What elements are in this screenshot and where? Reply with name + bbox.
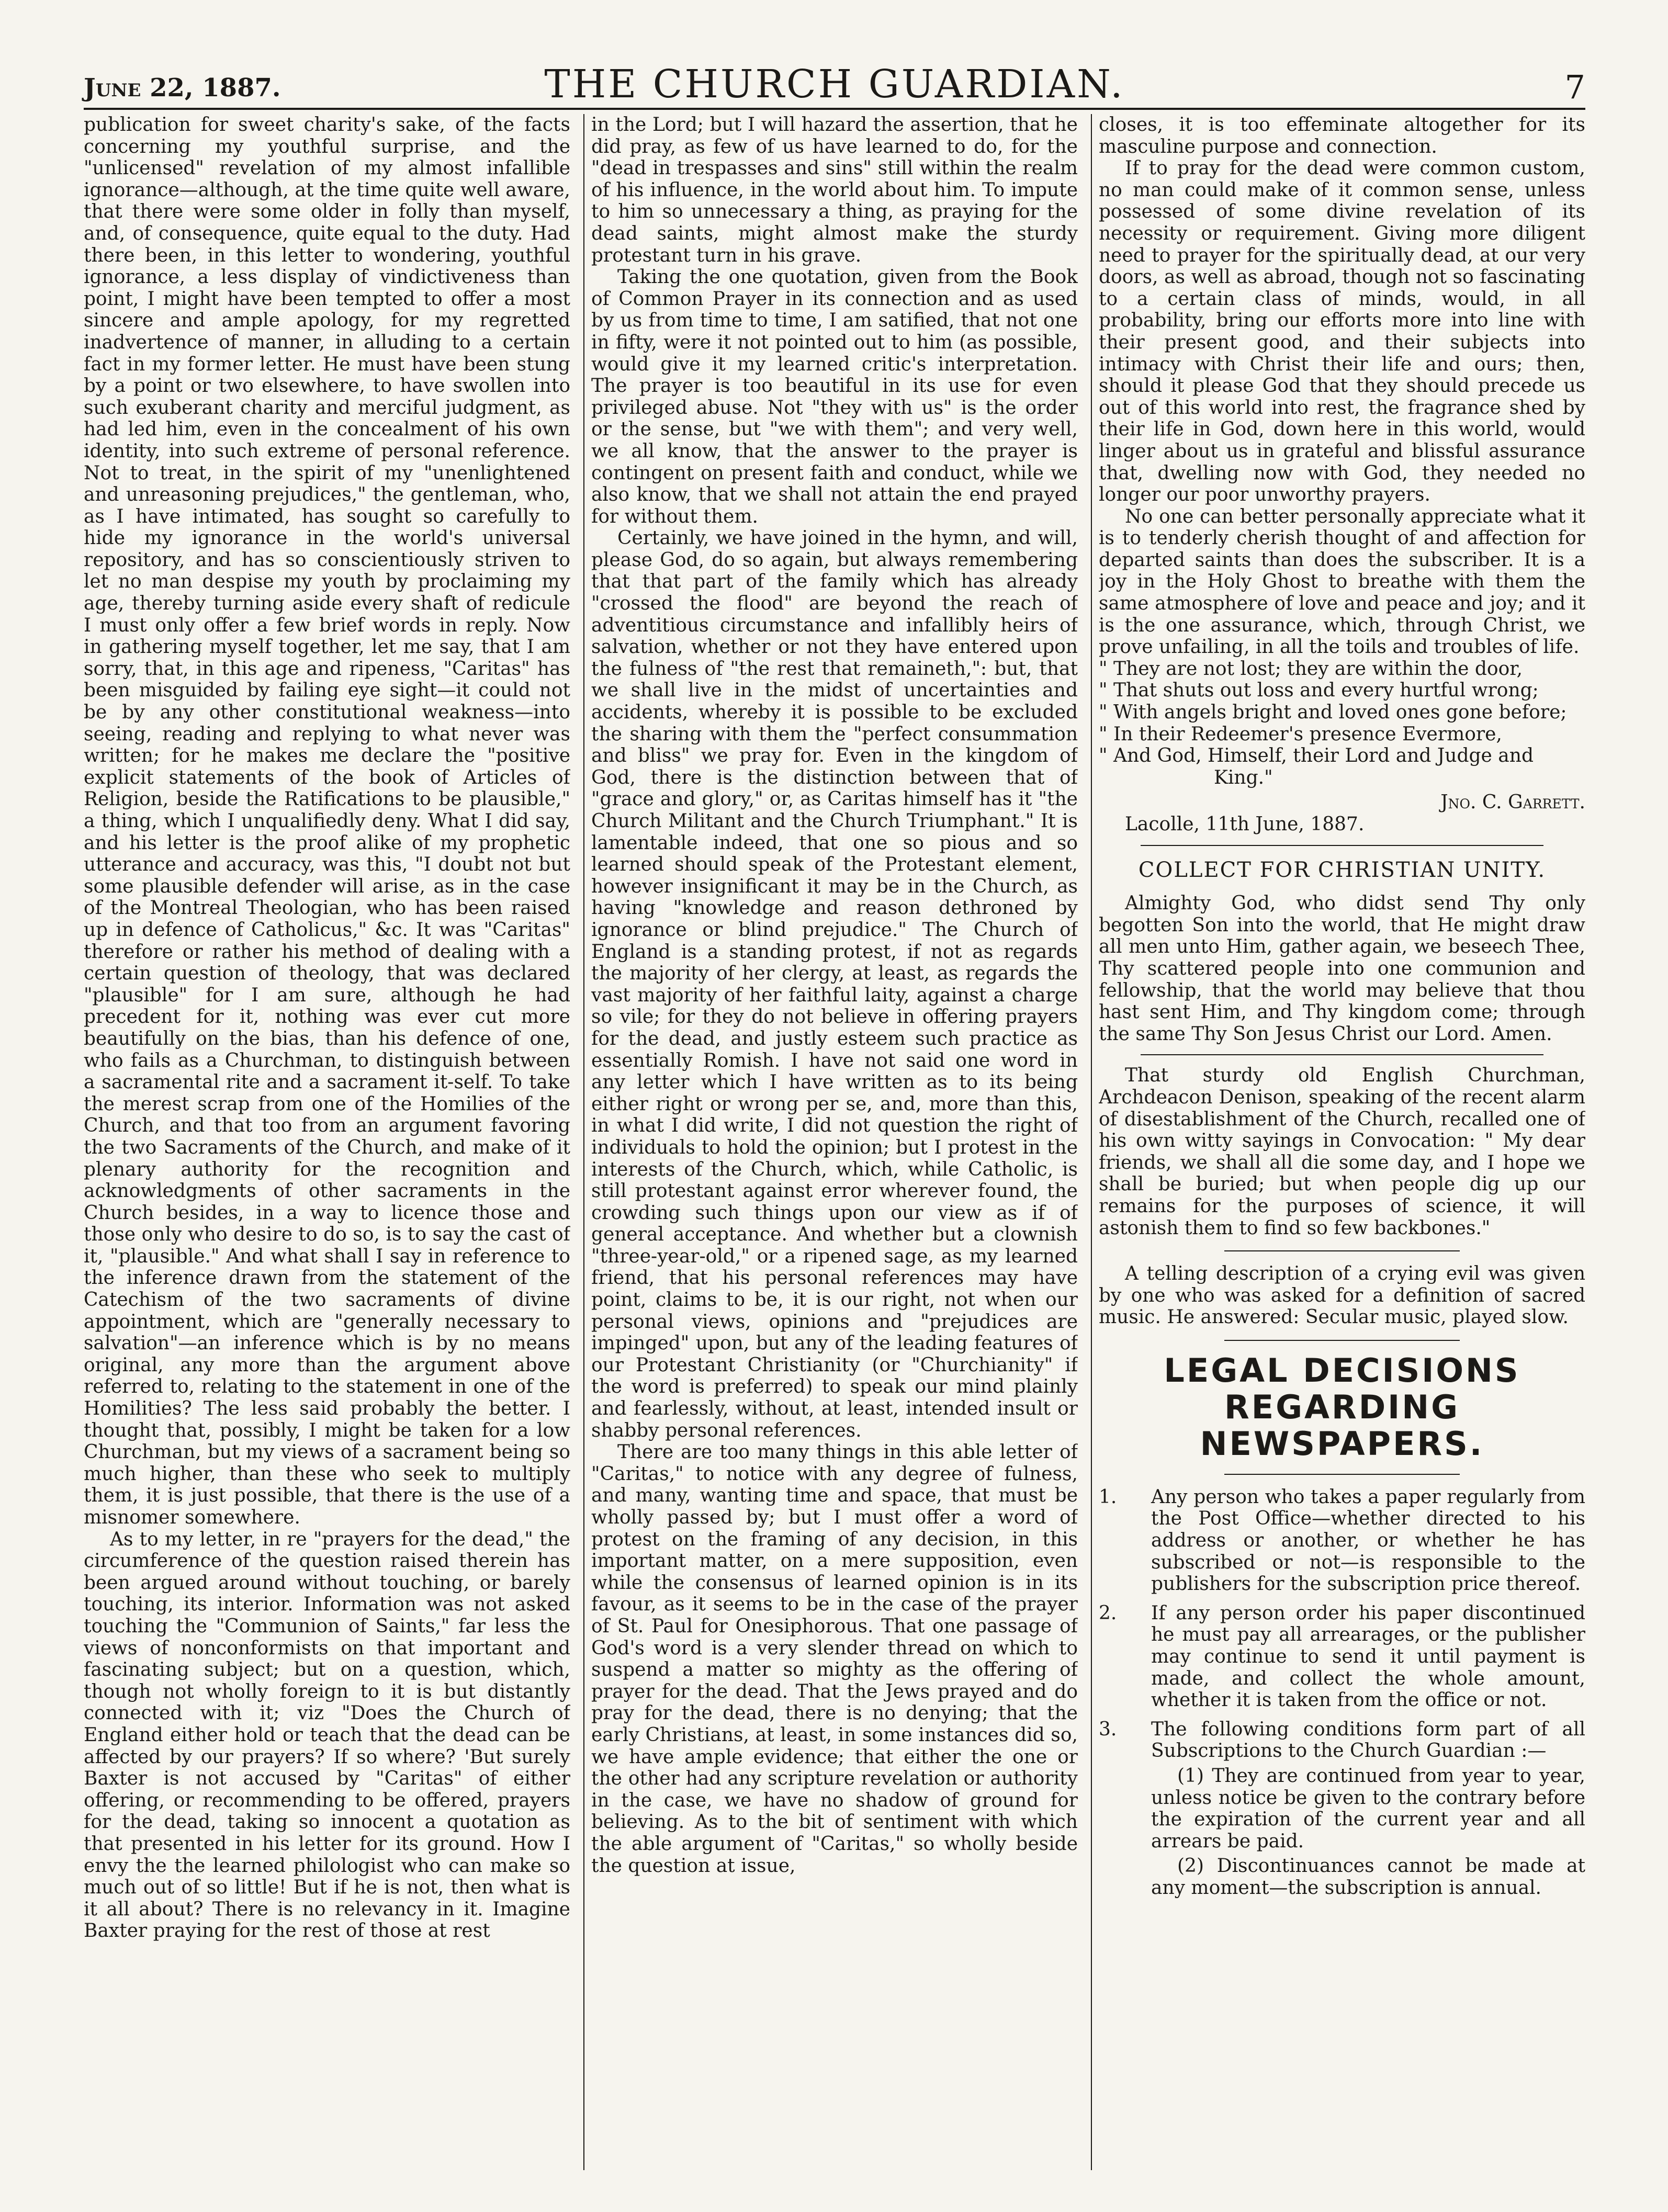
poem xyxy=(1099,658,1585,789)
page-number: 7 xyxy=(1564,68,1585,106)
legal-item xyxy=(1099,1719,1585,1899)
poem-line: " In their Redeemer's presence Evermore, xyxy=(1099,723,1502,745)
legal-decisions-list xyxy=(1099,1486,1585,1899)
legal-item-text: If any person order his paper discontinued he must pay all arrearages, or the publisher may continue to send it until payment is made, and collect the whole amount, whether it is taken from the office or not. xyxy=(1151,1602,1585,1711)
legal-sub-item: (2) Discontinuances cannot be made at any moment—the subscription is annual. xyxy=(1151,1855,1585,1899)
legal-decisions-title xyxy=(1099,1352,1585,1462)
column-2 xyxy=(591,114,1078,2186)
legal-sub-item: (1) They are continued from year to year, unless notice be given to the contrary before the expiration of the current year and all arrears be paid. xyxy=(1151,1765,1585,1852)
collect-text: Almighty God, who didst send Thy only begotten Son into the world, that He might draw all men unto Him, gather again, we beseech Thee, Thy scattered people into one communion and fellowship, that the world may believe that thou hast sent Him, and Thy kingdom come; through the same Thy Son Jesus Christ our Lord. Amen. xyxy=(1099,893,1585,1045)
letter-paragraph: There are too many things in this able letter of "Caritas," to notice with any degree of fulness, and many, wanting time and space, that must be wholly passed by; but I must offer a word of protest on the framing of any decision, in this important matter, on a mere supposition, even while the consensus of learned opinion is in its favour, as it seems to be in the case of the prayer of St. Paul for Onesiphorous. That one passage of God's word is a very slender thread on which to suspend a matter so mighty as the offering of prayer for the dead. That the Jews prayed and do pray for the dead, there is no denying; that the early Christians, at least, in some instances did so, we have ample evidence; that either the one or the other had any scripture revelation or authority in the case, we have no shadow of ground for believing. As to the bit of sentiment with which the able argument of "Caritas," so wholly beside the question at issue, xyxy=(591,1441,1078,1877)
letter-paragraph: in the Lord; but I will hazard the assertion, that he did pray, as few of us have learned to do, for the "dead in trespasses and sins" still within the realm of his influence, in the world about him. To impute to him so unnecessary a thing, as praying for the dead saints, might almost make the sturdy protestant turn in his grave. xyxy=(591,114,1078,266)
section-rule xyxy=(1224,1250,1460,1251)
legal-title-line: LEGAL DECISIONS REGARDING xyxy=(1164,1351,1520,1426)
letter-paragraph: No one can better personally appreciate what it is to tenderly cherish thought of and affection for departed saints than does the subscriber. It is a joy in the Holy Ghost to breathe with them the same atmosphere of love and peace and joy; and it is the one assurance, which, through Christ, we prove unfailing, in all the toils and troubles of life. xyxy=(1099,505,1585,658)
letter-paragraph: Taking the one quotation, given from the Book of Common Prayer in its connection and as used by us from time to time, I am satified, that not one in fifty, were it not pointed out to him (as possible, would give it my learned critic's interpretation. The prayer is too beautiful in its use for even privileged abuse. Not "they with us" is the order or the sense, but "we with them"; and very well, we all know, that the answer to the prayer is contingent on present faith and conduct, while we also know, that we shall not attain the end prayed for without them. xyxy=(591,266,1078,527)
legal-item-text: The following conditions form part of all Subscriptions to the Church Guardian :— xyxy=(1151,1718,1585,1762)
section-rule xyxy=(1141,1054,1543,1055)
section-rule xyxy=(1141,845,1543,846)
legal-item-number: 2. xyxy=(1099,1602,1117,1624)
legal-title-line: NEWSPAPERS. xyxy=(1200,1424,1484,1463)
letter-paragraph: If to pray for the dead were common custom, no man could make of it common sense, unless possessed of some divine revelation of its necessity or requirement. Giving more diligent need to prayer for the spiritually dead, at our very doors, as well as abroad, though not so fascinating to a certain class of minds, would, in all probability, bring our efforts more into line with their present good, and their subjects into intimacy with Christ their life and ours; then, should it please God that they should precede us out of this world into rest, the fragrance shed by their life in God, down here in this world, would linger about us in grateful and blissful assurance that, dwelling now with God, they needed no longer our poor unworthy prayers. xyxy=(1099,157,1585,506)
collect-heading: COLLECT FOR CHRISTIAN UNITY. xyxy=(1138,857,1546,882)
poem-line: King." xyxy=(1214,766,1273,788)
legal-item-number: 1. xyxy=(1099,1486,1117,1508)
poem-line: " They are not lost; they are within the door, xyxy=(1099,658,1523,680)
issue-date: June 22, 1887. xyxy=(84,73,281,103)
legal-item-text: Any person who takes a paper regularly from the Post Office—whether directed to his address or another, or whether he has subscribed or not—is responsible to the publishers for the subscription price thereof. xyxy=(1151,1486,1585,1595)
letter-place-date: Lacolle, 11th June, 1887. xyxy=(1125,814,1365,835)
poem-line: " That shuts out loss and every hurtful wrong; xyxy=(1099,680,1539,702)
legal-item xyxy=(1099,1602,1585,1711)
poem-line: " And God, Himself, their Lord and Judge and xyxy=(1099,745,1534,767)
masthead xyxy=(84,52,1585,110)
sacred-music-item: A telling description of a crying evil was given by one who was asked for a definition of sacred music. He answered: Secular music, played slow. xyxy=(1099,1263,1585,1328)
column-divider xyxy=(583,114,584,2170)
column-divider xyxy=(1091,114,1092,2170)
legal-item-number: 3. xyxy=(1099,1718,1117,1740)
section-rule xyxy=(1224,1474,1460,1475)
letter-paragraph: publication for sweet charity's sake, of the facts concerning my youthful surprise, and the "unlicensed" revelation of my almost infallible ignorance—although, at the time quite well aware, that there were some older in folly than myself, and, of consequence, quite equal to the duty. Had there been, in this letter to wondering, youthful ignorance, a less display of vindictiveness than point, I might have been tempted to offer a most sincere and ample apology, for my regretted inadvertence of manner, in alluding to a certain fact in my former letter. He must have been stung by a point or two elsewhere, to have swollen into such exuberant charity and merciful judgment, as had led him, even in the concealment of his own identity, into such extreme of personal reference. Not to treat, in the spirit of my "unenlightened and unreasoning prejudices," the gentleman, who, as I have intimated, has sought so carefully to hide my ignorance in the world's universal repository, and has so conscientiously striven to let no man despise my youth by proclaiming my age, thereby turning aside every shaft of redicule I must only offer a few brief words in reply. Now in gathering myself together, let me say, that I am sorry, that, in this age and ripeness, "Caritas" has been misguided by failing eye sight—it could not be by any other constitutional weakness—into seeing, reading and replying to what never was written; for he makes me declare the "positive explicit statements of the book of Articles of Religion, beside the Ratifications to be plausible," a thing, which I unqualifiedly deny. What I did say, and his letter is the proof alike of my prophetic utterance and accuracy, was this, "I doubt not but some plausible defender will arise, as in the case of the Montreal Theologian, who has been raised up in defence of Catholicus," &c. It was "Caritas" therefore or rather his method of dealing with a certain question of theology, that was declared "plausible" for I am sure, although he had precedent for it, nothing was ever cut more beautifully on the bias, than his defence of one, who fails as a Churchman, to distinguish between a sacramental rite and a sacrament it-self. To take the merest scrap from one of the Homilies of the Church, and that too from an argument favoring the two Sacraments of the Church, and make of it plenary authority for the recognition and acknowledgments of other sacraments in the Church besides, in a way to licence those and those only who desire to do so, is to say the cast of it, "plausible." And what shall I say in reference to the inference drawn from the statement of the Catechism of the two sacraments of divine appointment, which are "generally necessary to salvation"—an inference which is by no means original, any more than the argument above referred to, relating to the statement in one of the Homilities? The less said probably the better. I thought that, possibly, I might be taken for a low Churchman, but my views of a sacrament being so much higher, than these who seek to multiply them, it is just possible, that there is the use of a misnomer somewhere. xyxy=(84,114,570,1528)
letter-paragraph: closes, it is too effeminate altogether for its masculine purpose and connection. xyxy=(1099,114,1585,157)
poem-line: " With angels bright and loved ones gone before; xyxy=(1099,702,1567,724)
legal-item xyxy=(1099,1486,1585,1595)
column-1 xyxy=(84,114,570,2186)
masthead-rule xyxy=(84,108,1585,110)
letter-paragraph: As to my letter, in re "prayers for the dead," the circumference of the question raised therein has been argued around without touching, or barely touching, its interior. Information was not asked touching the "Communion of Saints," far less the views of nonconformists on that important and fascinating subject; but on a question, which, though not wholly foreign to it is but distantly connected with it; viz "Does the Church of England either hold or teach that the dead can be affected by our prayers? If so where? 'But surely Baxter is not accused by "Caritas" of either offering, or recommending to be offered, prayers for the dead, taking so innocent a quotation as that presented in his letter for its ground. How I envy the the learned philologist who can make so much out of so little! But if he is not, then what is it all about? There is no relevancy in it. Imagine Baxter praying for the rest of those at rest xyxy=(84,1528,570,1942)
letter-signature: Jno. C. Garrett. xyxy=(1440,792,1585,814)
section-rule xyxy=(1224,1340,1460,1341)
letter-paragraph: Certainly, we have joined in the hymn, and will, please God, do so again, but always remembering that that part of the family which has already "crossed the flood" are beyond the reach of adventitious circumstance and infallibly heirs of salvation, whether or not they have entered upon the fulness of "the rest that remaineth,": but, that we shall live in the midst of uncertainties and accidents, whereby it is possible to be excluded the sharing with them the "perfect consummation and bliss" we pray for. Even in the kingdom of God, there is the distinction between that of "grace and glory," or, as Caritas himself has it "the Church Militant and the Church Triumphant." It is lamentable indeed, that one so pious and so learned should speak of the Protestant element, however insignificant it may be in the Church, as having "knowledge and reason dethroned by ignorance or blind prejudice." The Church of England is a standing protest, if not as regards the majority of her clergy, at least, as regards the vast majority of her faithful laity, against a charge so vile; for they do not believe in offering prayers for the dead, and justly esteem such practice as essentially Romish. I have not said one word in any letter which I have written as to its being either right or wrong per se, and, more than this, in what I did write, I did not question the right of individuals to hold the opinion; but I protest in the interests of the Church, which, while Catholic, is still protestant against error wherever found, the crowding such things upon our view as if of general acceptance. And whether but a clownish "three-year-old," or a ripened sage, as my learned friend, that his personal references may have point, claims to be, it is our right, not when our personal views, opinions and "prejudices are impinged" upon, but any of the leading features of our Protestant Christianity (or "Churchianity" if the word is preferred) to speak our mind plainly and fearlessly, without, at least, intended insult or shabby personal references. xyxy=(591,527,1078,1441)
denison-item: That sturdy old English Churchman, Archdeacon Denison, speaking of the recent alarm of disestablishment of the Church, recalled one of his own witty sayings in Convocation: " My dear friends, we shall all die some day, and I hope we shall be buried; but when people dig up our remains for the purposes of science, it will astonish them to find so few backbones." xyxy=(1099,1065,1585,1239)
column-3 xyxy=(1099,114,1585,2186)
newspaper-title: THE CHURCH GUARDIAN. xyxy=(544,62,1125,107)
